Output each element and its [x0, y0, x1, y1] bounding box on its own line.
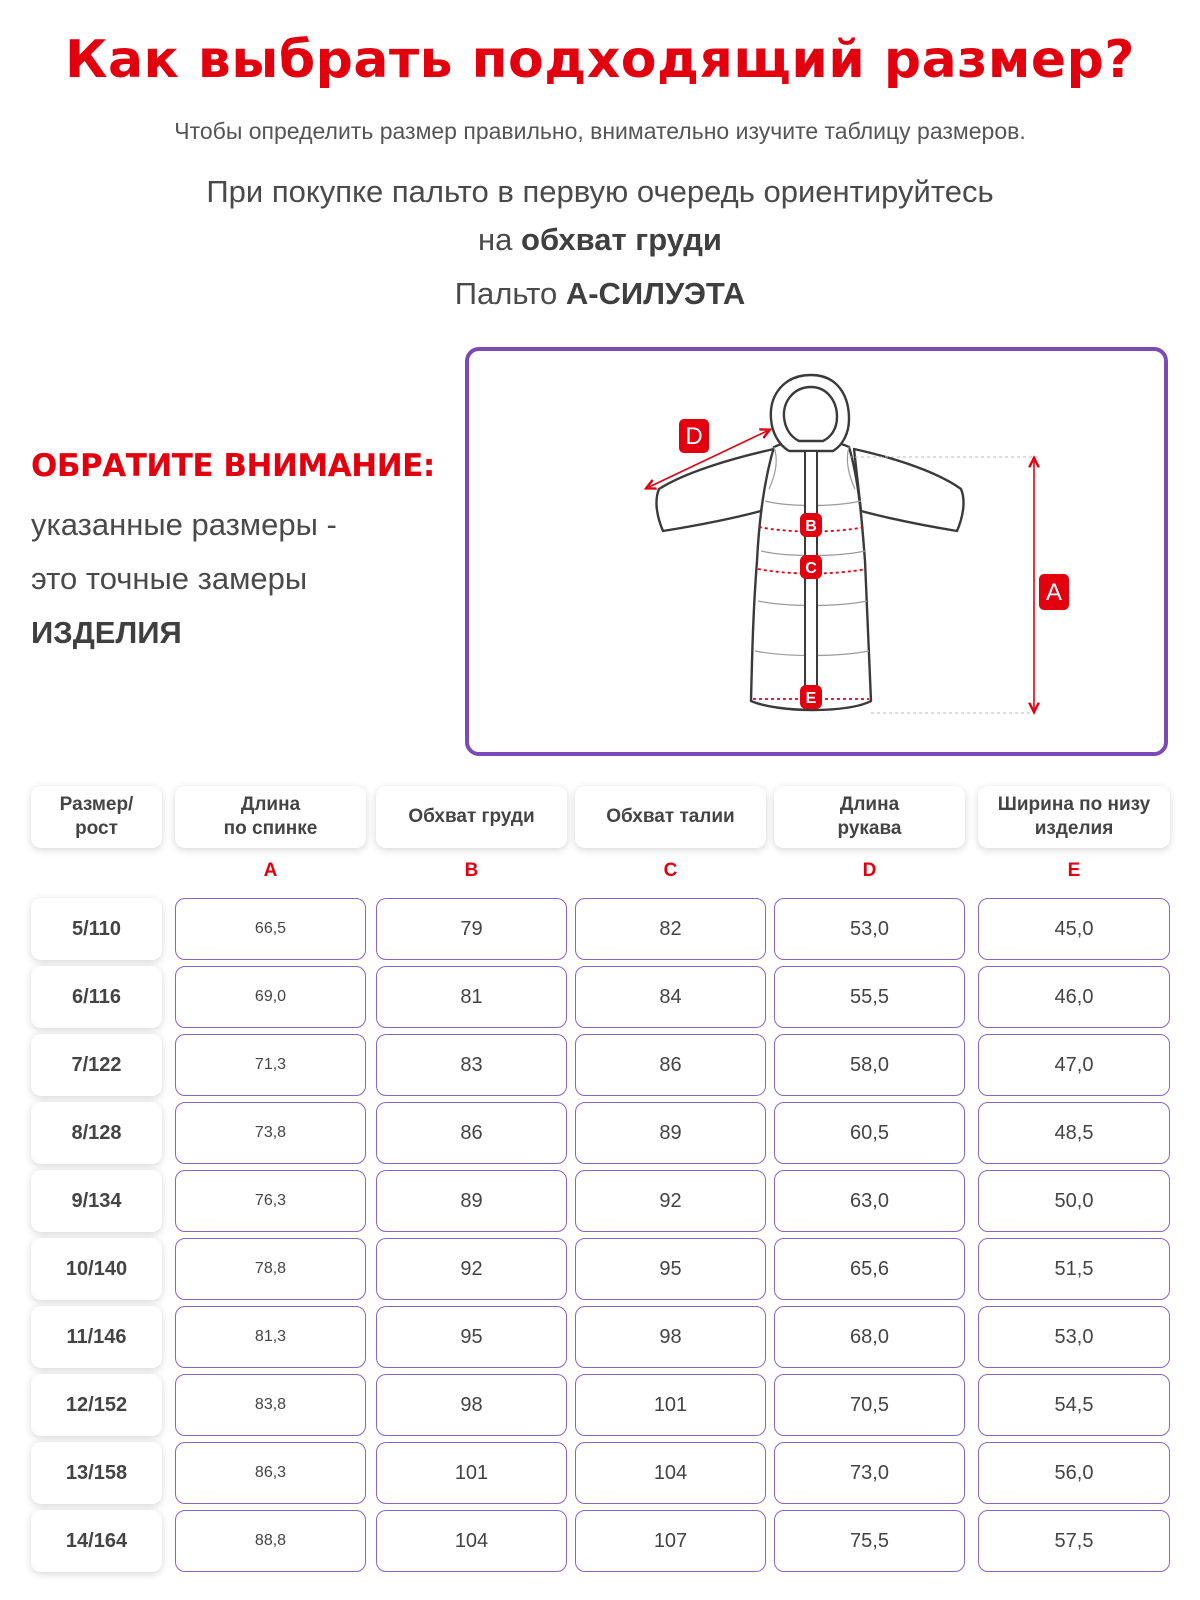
header-line: рукава [837, 818, 902, 839]
table-cell: 47,0 [978, 1034, 1170, 1096]
table-cell: 83,8 [175, 1374, 366, 1436]
table-cell: 71,3 [175, 1034, 366, 1096]
table-cell: 56,0 [978, 1442, 1170, 1504]
table-header-cell [774, 786, 965, 848]
table-cell: 63,0 [774, 1170, 965, 1232]
header-line: Размер/ [59, 794, 134, 815]
table-cell: 84 [575, 966, 766, 1028]
measure-letter: E [1067, 860, 1081, 881]
table-cell: 75,5 [774, 1510, 965, 1572]
table-cell: 53,0 [774, 898, 965, 960]
table-cell: 89 [376, 1170, 567, 1232]
label-a: A [1045, 579, 1063, 606]
table-cell: 98 [376, 1374, 567, 1436]
measure-letter: A [263, 860, 278, 881]
table-header-cell [978, 786, 1170, 848]
table-cell: 79 [376, 898, 567, 960]
table-cell: 69,0 [175, 966, 366, 1028]
note-line-2: это точные замеры [31, 561, 308, 596]
advice-text [0, 168, 1200, 264]
size-label: 13/158 [31, 1442, 162, 1504]
table-cell: 92 [376, 1238, 567, 1300]
header-line: рост [75, 818, 118, 839]
table-cell: 50,0 [978, 1170, 1170, 1232]
table-cell: 70,5 [774, 1374, 965, 1436]
table-header-cell [575, 786, 766, 848]
coat-diagram [469, 351, 1164, 752]
table-cell: 68,0 [774, 1306, 965, 1368]
table-cell: 81 [376, 966, 567, 1028]
table-cell: 78,8 [175, 1238, 366, 1300]
table-cell: 95 [376, 1306, 567, 1368]
size-label: 12/152 [31, 1374, 162, 1436]
table-header-cell [376, 786, 567, 848]
size-label: 14/164 [31, 1510, 162, 1572]
label-e: E [805, 690, 817, 707]
table-cell: 82 [575, 898, 766, 960]
table-cell: 89 [575, 1102, 766, 1164]
coat-type [0, 276, 1200, 312]
table-header-cell [31, 786, 162, 848]
table-cell: 83 [376, 1034, 567, 1096]
table-cell: 60,5 [774, 1102, 965, 1164]
coat-strong: А-СИЛУЭТА [565, 276, 746, 311]
table-cell: 86,3 [175, 1442, 366, 1504]
page-title: Как выбрать подходящий размер? [64, 30, 1136, 90]
table-cell: 101 [575, 1374, 766, 1436]
table-cell: 45,0 [978, 898, 1170, 960]
table-cell: 95 [575, 1238, 766, 1300]
table-cell: 92 [575, 1170, 766, 1232]
table-cell: 48,5 [978, 1102, 1170, 1164]
table-cell: 104 [575, 1442, 766, 1504]
table-cell: 53,0 [978, 1306, 1170, 1368]
label-d: D [685, 423, 703, 450]
measure-letter: D [862, 860, 877, 881]
advice-line-1: При покупке пальто в первую очередь ориентируйтесь [206, 174, 994, 209]
table-cell: 107 [575, 1510, 766, 1572]
measure-letter: B [464, 860, 479, 881]
table-cell: 86 [376, 1102, 567, 1164]
note-heading: ОБРАТИТЕ ВНИМАНИЕ: [31, 448, 435, 484]
table-cell: 51,5 [978, 1238, 1170, 1300]
header-line: изделия [1034, 818, 1114, 839]
table-cell: 46,0 [978, 966, 1170, 1028]
table-cell: 73,8 [175, 1102, 366, 1164]
coat-prefix: Пальто [454, 276, 558, 311]
advice-strong: обхват груди [521, 222, 722, 257]
header-line: Обхват талии [606, 806, 735, 827]
table-cell: 76,3 [175, 1170, 366, 1232]
table-cell: 55,5 [774, 966, 965, 1028]
table-header-cell [175, 786, 366, 848]
table-cell: 88,8 [175, 1510, 366, 1572]
table-cell: 66,5 [175, 898, 366, 960]
header-line: по спинке [223, 818, 318, 839]
subtitle: Чтобы определить размер правильно, внимательно изучите таблицу размеров. [174, 118, 1026, 144]
note-line-1: указанные размеры - [31, 507, 337, 542]
table-cell: 98 [575, 1306, 766, 1368]
header-line: Обхват груди [408, 806, 535, 827]
label-b: B [805, 518, 817, 535]
advice-prefix: на [478, 222, 513, 257]
size-label: 5/110 [31, 898, 162, 960]
size-label: 8/128 [31, 1102, 162, 1164]
attention-note [31, 448, 451, 660]
table-cell: 57,5 [978, 1510, 1170, 1572]
advice-line-2 [0, 216, 1200, 264]
size-label: 7/122 [31, 1034, 162, 1096]
size-label: 9/134 [31, 1170, 162, 1232]
label-c: C [805, 560, 817, 577]
size-label: 10/140 [31, 1238, 162, 1300]
note-strong: ИЗДЕЛИЯ [31, 615, 182, 650]
header-line: Длина [240, 794, 301, 815]
header-line: Ширина по низу [997, 794, 1151, 815]
table-cell: 65,6 [774, 1238, 965, 1300]
table-cell: 101 [376, 1442, 567, 1504]
table-cell: 73,0 [774, 1442, 965, 1504]
table-cell: 81,3 [175, 1306, 366, 1368]
size-label: 11/146 [31, 1306, 162, 1368]
table-cell: 104 [376, 1510, 567, 1572]
measure-letter: C [663, 860, 678, 881]
table-cell: 58,0 [774, 1034, 965, 1096]
table-cell: 86 [575, 1034, 766, 1096]
header-line: Длина [839, 794, 900, 815]
coat-diagram-frame [465, 347, 1168, 756]
table-cell: 54,5 [978, 1374, 1170, 1436]
size-label: 6/116 [31, 966, 162, 1028]
